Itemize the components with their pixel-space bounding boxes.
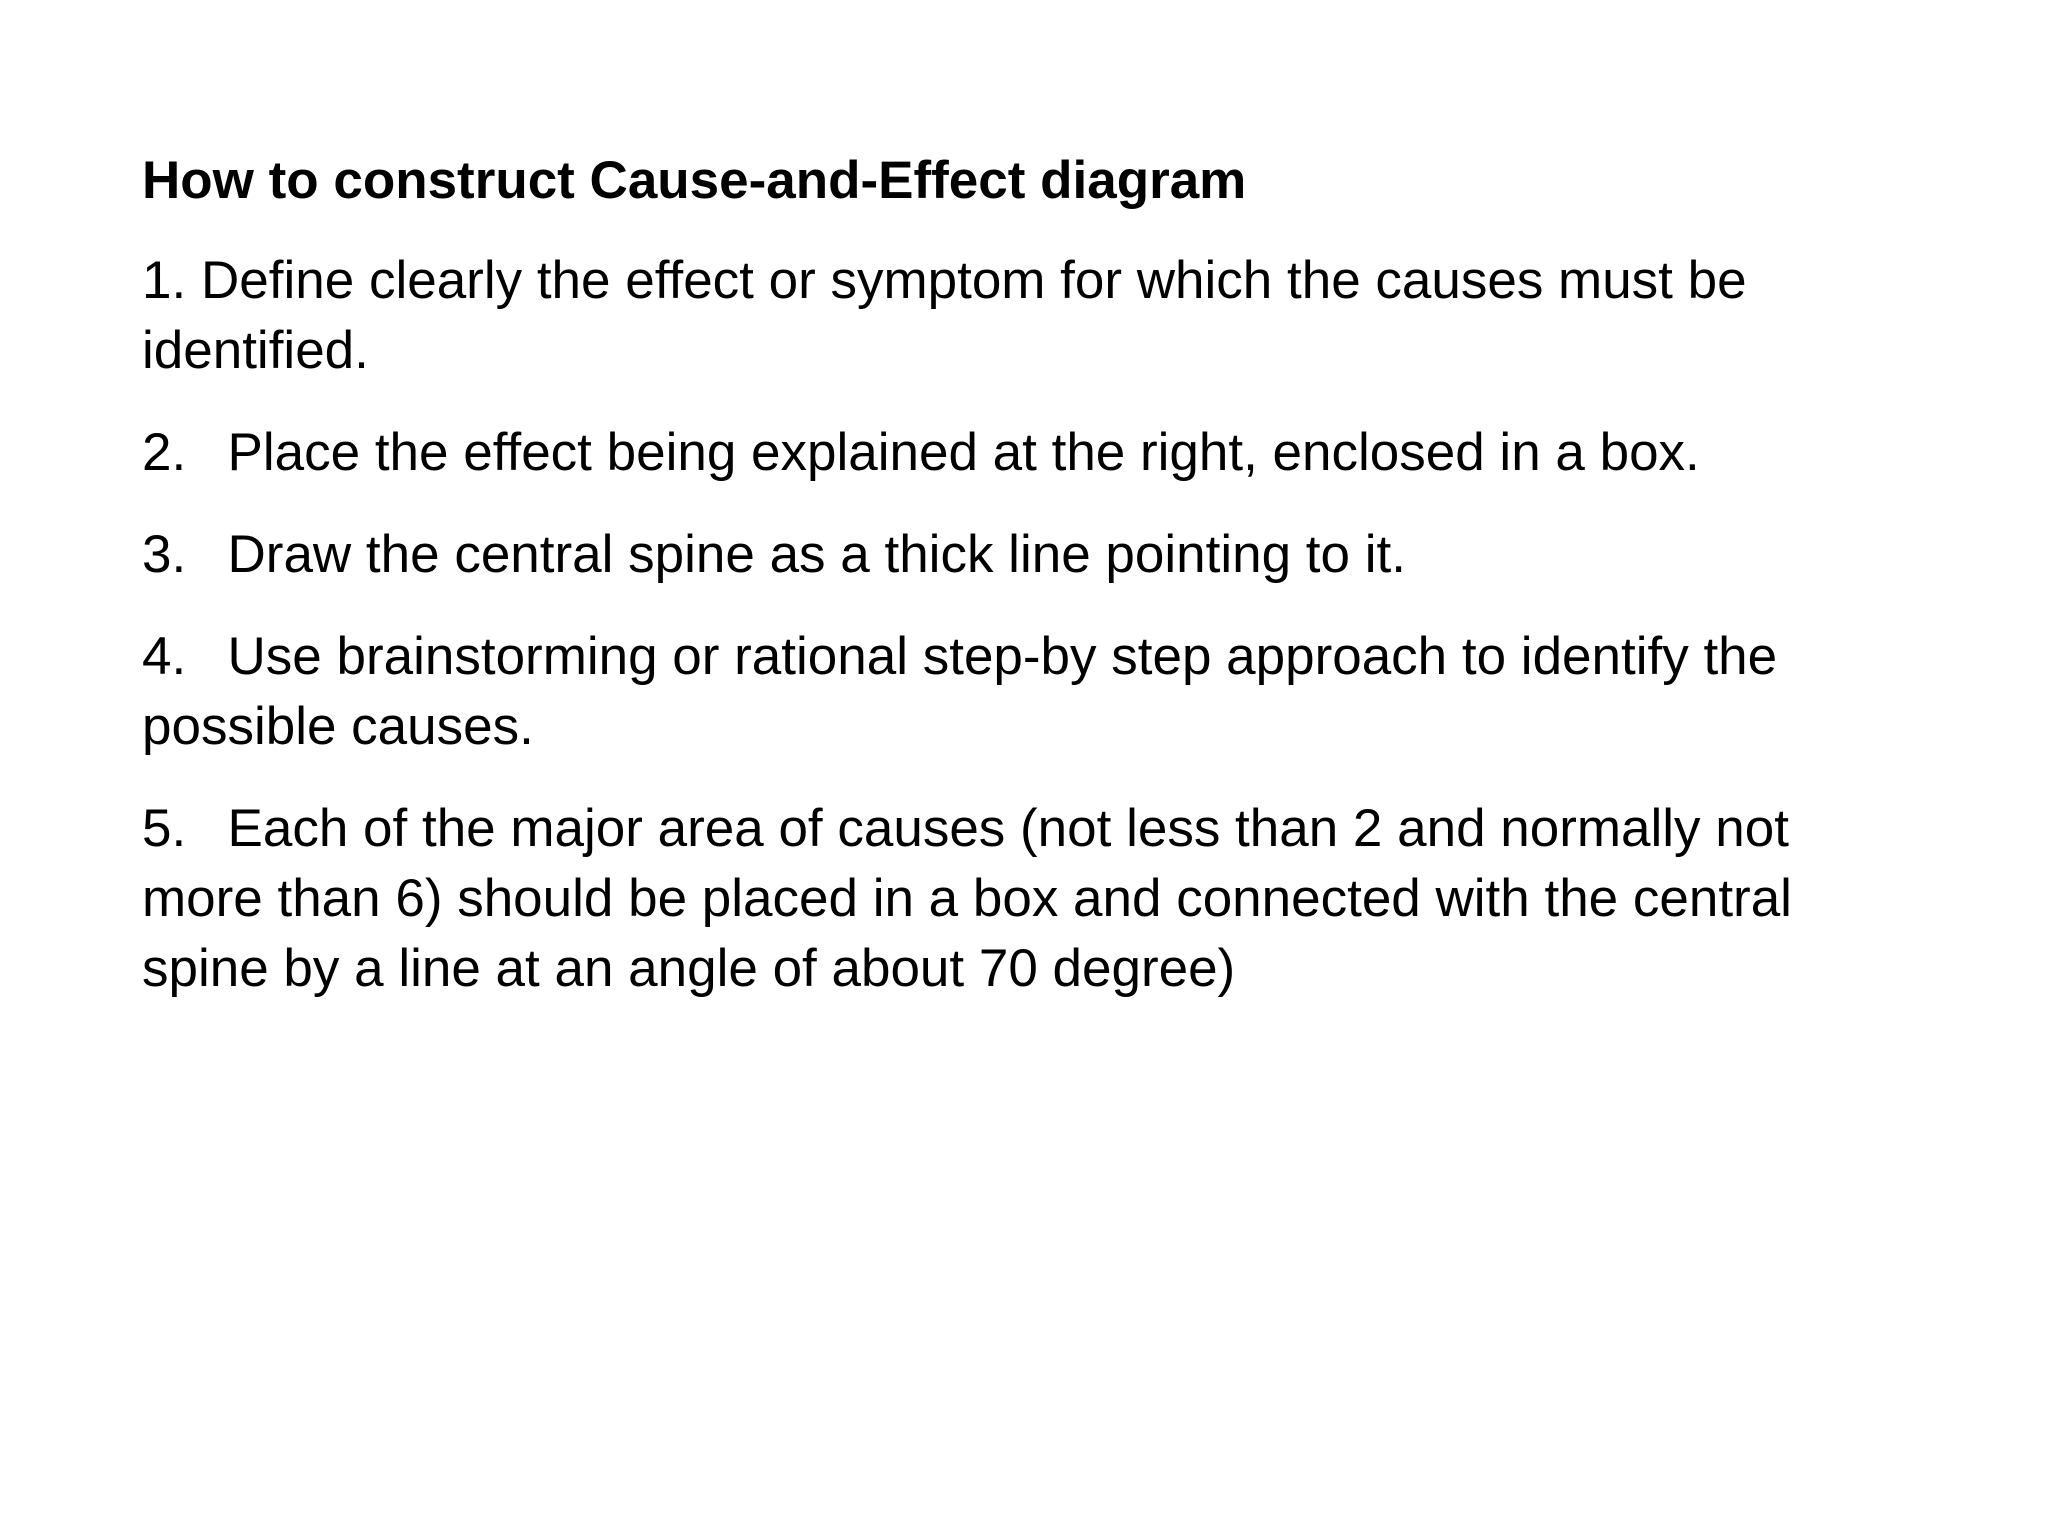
step-number: 5.	[142, 799, 187, 858]
step-number: 4.	[142, 627, 187, 686]
step-text: Draw the central spine as a thick line pointing to it.	[227, 525, 1406, 584]
step-text: Define clearly the effect or symptom for which the causes must be identified.	[142, 251, 1747, 380]
step-number: 3.	[142, 525, 187, 584]
slide-title: How to construct Cause-and-Effect diagram	[142, 151, 1247, 210]
step-3	[142, 520, 1942, 590]
step-2	[142, 418, 1942, 488]
step-1	[142, 246, 1942, 386]
step-number: 1.	[142, 251, 187, 310]
step-4	[142, 622, 1822, 762]
step-text: Place the effect being explained at the right, enclosed in a box.	[227, 423, 1700, 482]
step-text: Use brainstorming or rational step-by step approach to identify the possible causes.	[142, 627, 1778, 756]
step-5	[142, 794, 1842, 1004]
step-text: Each of the major area of causes (not less than 2 and normally not more than 6) should be placed in a box and connected with the central spine by a line at an angle of about 70 degree)	[142, 799, 1792, 998]
step-number: 2.	[142, 423, 187, 482]
slide-content	[142, 146, 1942, 1036]
